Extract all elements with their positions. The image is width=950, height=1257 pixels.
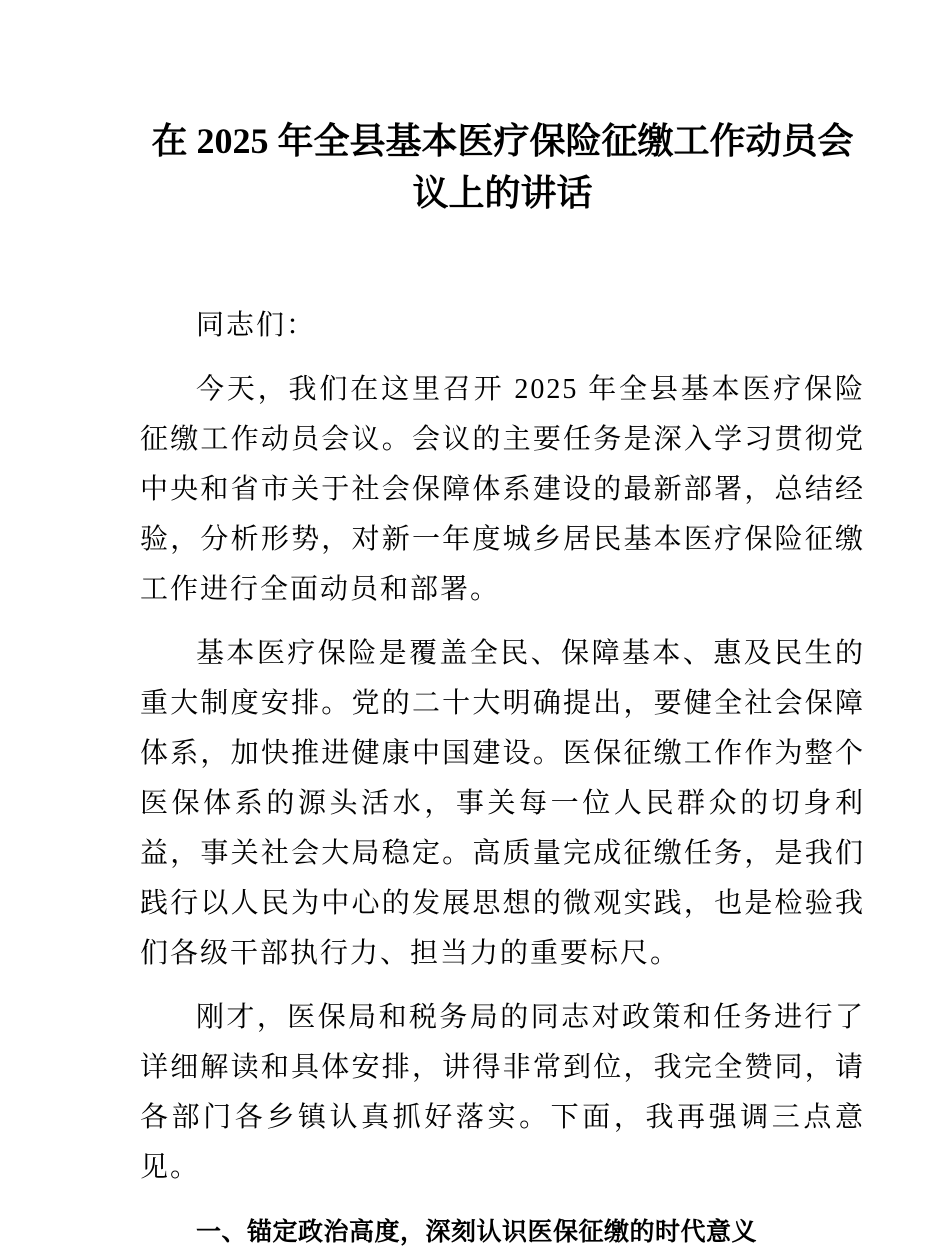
document-title: 在 2025 年全县基本医疗保险征缴工作动员会议上的讲话 — [151, 121, 854, 213]
section-heading: 一、锚定政治高度，深刻认识医保征缴的时代意义 — [196, 1218, 758, 1246]
body-paragraph: 今天，我们在这里召开 2025 年全县基本医疗保险征缴工作动员会议。会议的主要任务是深入学习贯彻党中央和省市关于社会保障体系建设的最新部署，总结经验，分析形势，对新一年度城乡居民基本医疗保险征缴工作进行全面动员和部署。 — [140, 374, 865, 605]
body-paragraph: 基本医疗保险是覆盖全民、保障基本、惠及民生的重大制度安排。党的二十大明确提出，要健全社会保障体系，加快推进健康中国建设。医保征缴工作作为整个医保体系的源头活水，事关每一位人民群众的切身利益，事关社会大局稳定。高质量完成征缴任务，是我们践行以人民为中心的发展思想的微观实践，也是检验我们各级干部执行力、担当力的重要标尺。 — [140, 638, 865, 969]
salutation: 同志们： — [196, 310, 317, 341]
body-paragraph: 刚才，医保局和税务局的同志对政策和任务进行了详细解读和具体安排，讲得非常到位，我完全赞同，请各部门各乡镇认真抓好落实。下面，我再强调三点意见。 — [140, 1002, 865, 1183]
